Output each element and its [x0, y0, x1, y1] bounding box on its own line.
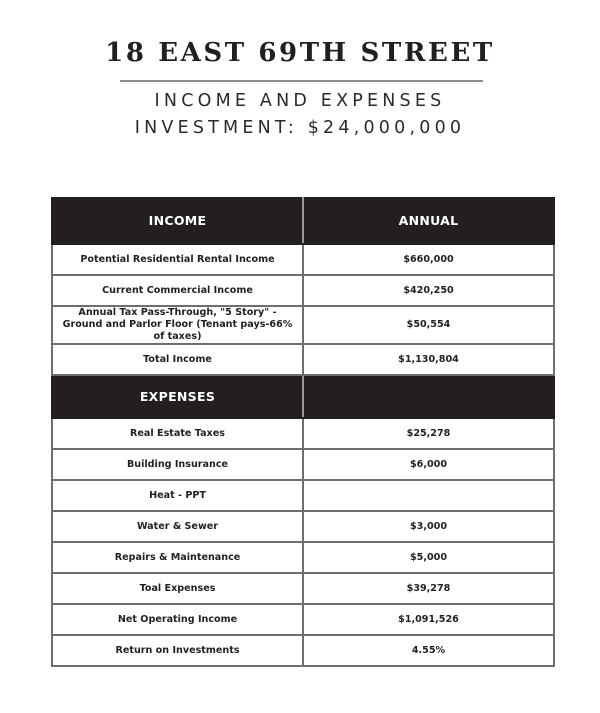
table-row: [52, 449, 554, 480]
row-label: Annual Tax Pass-Through, "5 Story" - Ground and Parlor Floor (Tenant pays-66% of taxes): [52, 306, 303, 344]
row-label: Potential Residential Rental Income: [52, 244, 303, 275]
row-value: $660,000: [303, 244, 554, 275]
row-label: Real Estate Taxes: [52, 418, 303, 449]
income-expenses-table: [51, 197, 555, 667]
table-row: [52, 480, 554, 511]
row-value: $1,091,526: [303, 604, 554, 635]
row-value: 4.55%: [303, 635, 554, 666]
table-row: [52, 275, 554, 306]
title-divider: [120, 80, 483, 82]
row-label: Current Commercial Income: [52, 275, 303, 306]
table-row-return-on-investments: [52, 635, 554, 666]
table-row: [52, 542, 554, 573]
table-row: [52, 418, 554, 449]
subtitle-investment: INVESTMENT: $24,000,000: [134, 118, 466, 138]
row-value: $50,554: [303, 306, 554, 344]
row-label: Repairs & Maintenance: [52, 542, 303, 573]
table-row: [52, 306, 554, 344]
income-header-label: INCOME: [52, 198, 303, 244]
expenses-header-value: [303, 375, 554, 418]
row-value: $5,000: [303, 542, 554, 573]
expenses-header-row: [52, 375, 554, 418]
row-label: Toal Expenses: [52, 573, 303, 604]
row-label: Heat - PPT: [52, 480, 303, 511]
expenses-header-label: EXPENSES: [52, 375, 303, 418]
table-row: [52, 244, 554, 275]
page-title: 18 EAST 69TH STREET: [105, 38, 495, 68]
row-value: $39,278: [303, 573, 554, 604]
row-value: $420,250: [303, 275, 554, 306]
row-label: Building Insurance: [52, 449, 303, 480]
row-value: $6,000: [303, 449, 554, 480]
table-row-total-expenses: [52, 573, 554, 604]
income-header-row: [52, 198, 554, 244]
row-value: $1,130,804: [303, 344, 554, 375]
row-label: Total Income: [52, 344, 303, 375]
table-row: [52, 511, 554, 542]
annual-header-label: ANNUAL: [303, 198, 554, 244]
table-row-net-operating-income: [52, 604, 554, 635]
row-value: $25,278: [303, 418, 554, 449]
row-value: [303, 480, 554, 511]
row-label: Net Operating Income: [52, 604, 303, 635]
table-row-total-income: [52, 344, 554, 375]
row-label: Return on Investments: [52, 635, 303, 666]
subtitle-income-expenses: INCOME AND EXPENSES: [154, 91, 446, 111]
row-label: Water & Sewer: [52, 511, 303, 542]
row-value: $3,000: [303, 511, 554, 542]
